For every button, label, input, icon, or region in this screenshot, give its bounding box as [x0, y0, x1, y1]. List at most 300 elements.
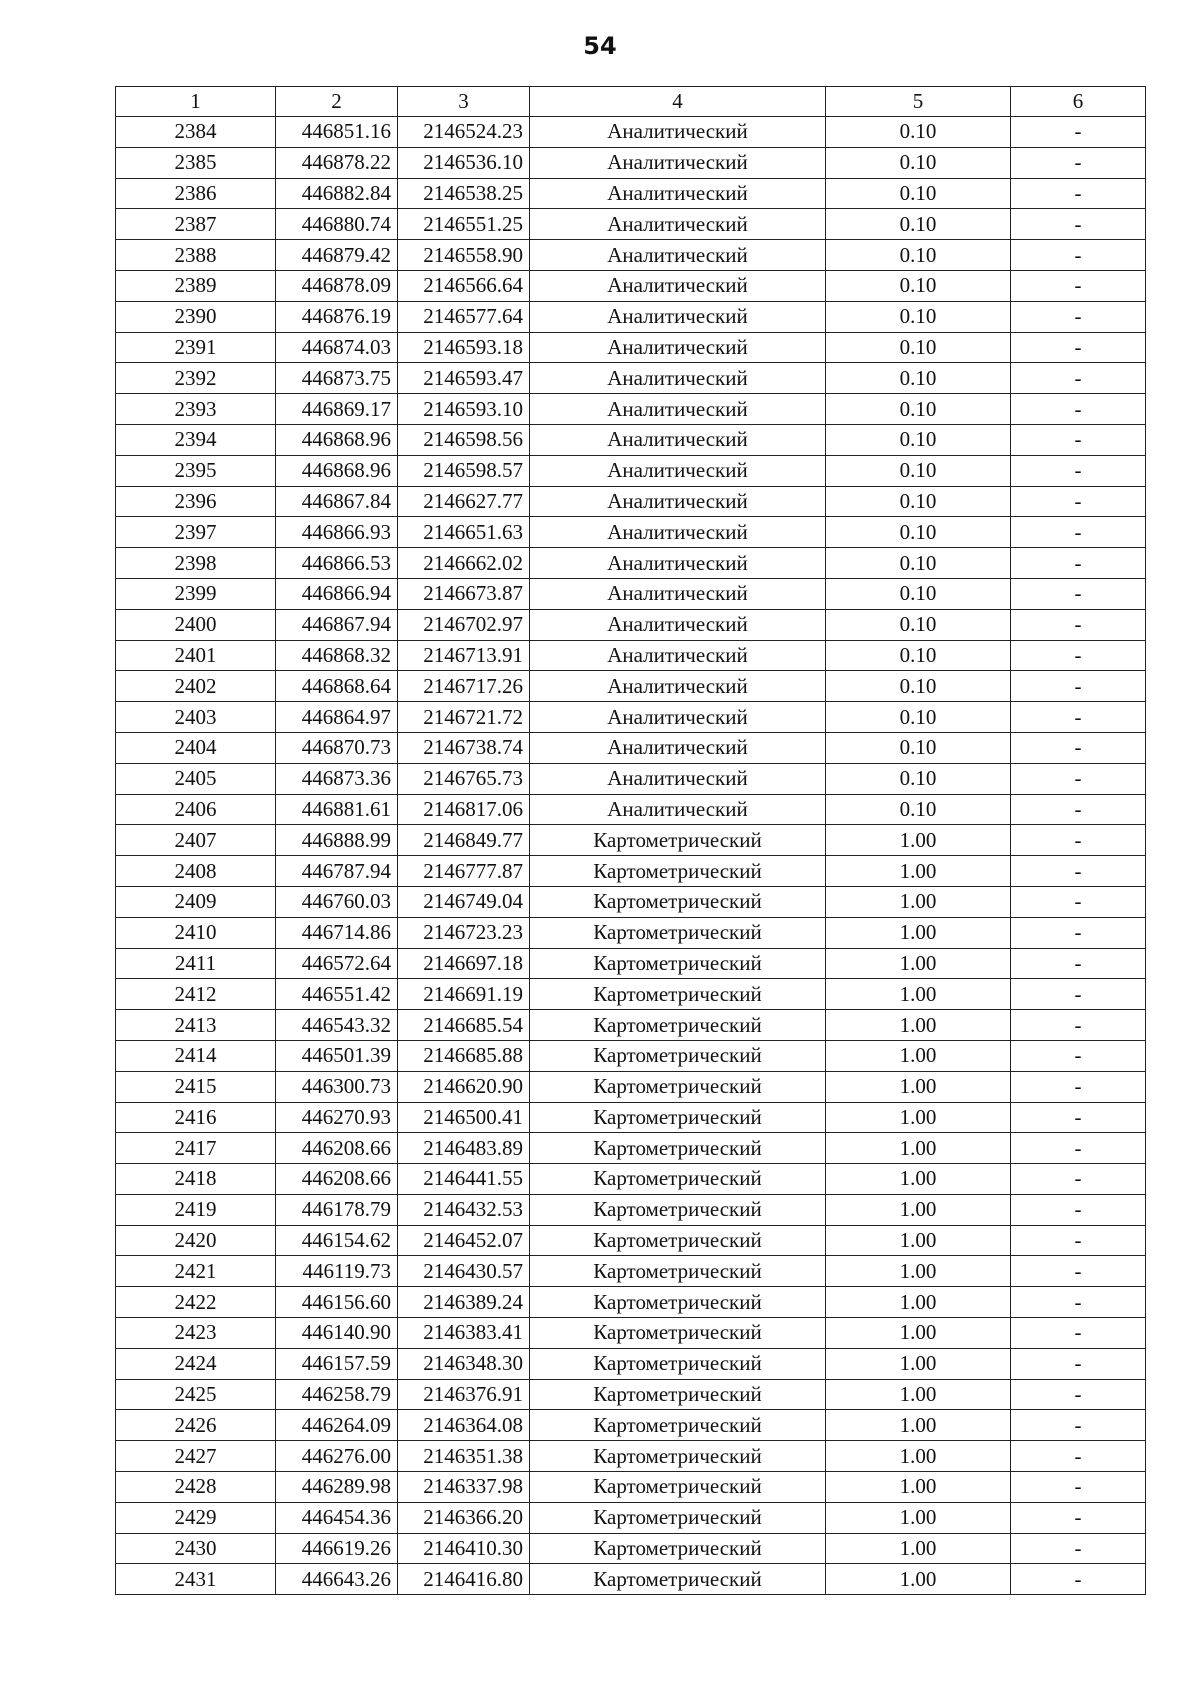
note-cell: -	[1011, 640, 1146, 671]
column-header: 3	[398, 87, 530, 117]
method-cell: Картометрический	[530, 856, 826, 887]
x-coordinate-cell: 446874.03	[276, 332, 398, 363]
method-cell: Картометрический	[530, 1564, 826, 1595]
x-coordinate-cell: 446264.09	[276, 1410, 398, 1441]
table-row	[116, 1533, 1146, 1564]
x-coordinate-cell: 446643.26	[276, 1564, 398, 1595]
method-cell: Аналитический	[530, 270, 826, 301]
y-coordinate-cell: 2146364.08	[398, 1410, 530, 1441]
note-cell: -	[1011, 609, 1146, 640]
note-cell: -	[1011, 1318, 1146, 1349]
table-row	[116, 948, 1146, 979]
y-coordinate-cell: 2146738.74	[398, 732, 530, 763]
y-coordinate-cell: 2146577.64	[398, 301, 530, 332]
x-coordinate-cell: 446880.74	[276, 209, 398, 240]
table-row	[116, 332, 1146, 363]
y-coordinate-cell: 2146627.77	[398, 486, 530, 517]
x-coordinate-cell: 446760.03	[276, 886, 398, 917]
accuracy-cell: 1.00	[826, 1010, 1011, 1041]
point-number-cell: 2386	[116, 178, 276, 209]
table-row	[116, 1133, 1146, 1164]
note-cell: -	[1011, 1441, 1146, 1472]
note-cell: -	[1011, 1564, 1146, 1595]
point-number-cell: 2393	[116, 394, 276, 425]
y-coordinate-cell: 2146593.47	[398, 363, 530, 394]
note-cell: -	[1011, 1472, 1146, 1503]
table-row	[116, 1472, 1146, 1503]
method-cell: Аналитический	[530, 455, 826, 486]
point-number-cell: 2428	[116, 1472, 276, 1503]
accuracy-cell: 0.10	[826, 240, 1011, 271]
accuracy-cell: 0.10	[826, 363, 1011, 394]
point-number-cell: 2421	[116, 1256, 276, 1287]
point-number-cell: 2419	[116, 1194, 276, 1225]
note-cell: -	[1011, 178, 1146, 209]
method-cell: Аналитический	[530, 640, 826, 671]
y-coordinate-cell: 2146536.10	[398, 147, 530, 178]
table-header-row	[116, 87, 1146, 117]
y-coordinate-cell: 2146702.97	[398, 609, 530, 640]
y-coordinate-cell: 2146432.53	[398, 1194, 530, 1225]
x-coordinate-cell: 446140.90	[276, 1318, 398, 1349]
accuracy-cell: 0.10	[826, 640, 1011, 671]
method-cell: Картометрический	[530, 1318, 826, 1349]
point-number-cell: 2412	[116, 979, 276, 1010]
x-coordinate-cell: 446866.94	[276, 578, 398, 609]
method-cell: Аналитический	[530, 548, 826, 579]
x-coordinate-cell: 446300.73	[276, 1071, 398, 1102]
x-coordinate-cell: 446881.61	[276, 794, 398, 825]
table-row	[116, 455, 1146, 486]
point-number-cell: 2410	[116, 917, 276, 948]
table-row	[116, 270, 1146, 301]
method-cell: Аналитический	[530, 424, 826, 455]
table-row	[116, 117, 1146, 148]
x-coordinate-cell: 446551.42	[276, 979, 398, 1010]
accuracy-cell: 1.00	[826, 917, 1011, 948]
point-number-cell: 2400	[116, 609, 276, 640]
method-cell: Картометрический	[530, 917, 826, 948]
note-cell: -	[1011, 301, 1146, 332]
column-header: 4	[530, 87, 826, 117]
accuracy-cell: 0.10	[826, 517, 1011, 548]
note-cell: -	[1011, 517, 1146, 548]
x-coordinate-cell: 446864.97	[276, 702, 398, 733]
table-row	[116, 147, 1146, 178]
method-cell: Картометрический	[530, 979, 826, 1010]
note-cell: -	[1011, 702, 1146, 733]
method-cell: Аналитический	[530, 702, 826, 733]
point-number-cell: 2398	[116, 548, 276, 579]
method-cell: Картометрический	[530, 825, 826, 856]
x-coordinate-cell: 446870.73	[276, 732, 398, 763]
table-row	[116, 363, 1146, 394]
accuracy-cell: 1.00	[826, 825, 1011, 856]
x-coordinate-cell: 446868.96	[276, 455, 398, 486]
table-row	[116, 1441, 1146, 1472]
x-coordinate-cell: 446714.86	[276, 917, 398, 948]
accuracy-cell: 0.10	[826, 394, 1011, 425]
accuracy-cell: 0.10	[826, 794, 1011, 825]
point-number-cell: 2404	[116, 732, 276, 763]
point-number-cell: 2422	[116, 1287, 276, 1318]
x-coordinate-cell: 446543.32	[276, 1010, 398, 1041]
y-coordinate-cell: 2146598.56	[398, 424, 530, 455]
x-coordinate-cell: 446208.66	[276, 1133, 398, 1164]
method-cell: Аналитический	[530, 301, 826, 332]
note-cell: -	[1011, 1164, 1146, 1195]
method-cell: Картометрический	[530, 1071, 826, 1102]
point-number-cell: 2423	[116, 1318, 276, 1349]
x-coordinate-cell: 446154.62	[276, 1225, 398, 1256]
y-coordinate-cell: 2146441.55	[398, 1164, 530, 1195]
point-number-cell: 2396	[116, 486, 276, 517]
y-coordinate-cell: 2146685.54	[398, 1010, 530, 1041]
point-number-cell: 2431	[116, 1564, 276, 1595]
y-coordinate-cell: 2146598.57	[398, 455, 530, 486]
y-coordinate-cell: 2146620.90	[398, 1071, 530, 1102]
column-header: 1	[116, 87, 276, 117]
table-row	[116, 1348, 1146, 1379]
y-coordinate-cell: 2146389.24	[398, 1287, 530, 1318]
x-coordinate-cell: 446878.09	[276, 270, 398, 301]
point-number-cell: 2416	[116, 1102, 276, 1133]
y-coordinate-cell: 2146538.25	[398, 178, 530, 209]
y-coordinate-cell: 2146777.87	[398, 856, 530, 887]
accuracy-cell: 0.10	[826, 178, 1011, 209]
note-cell: -	[1011, 1379, 1146, 1410]
y-coordinate-cell: 2146500.41	[398, 1102, 530, 1133]
method-cell: Картометрический	[530, 1010, 826, 1041]
x-coordinate-cell: 446873.75	[276, 363, 398, 394]
x-coordinate-cell: 446289.98	[276, 1472, 398, 1503]
point-number-cell: 2392	[116, 363, 276, 394]
note-cell: -	[1011, 794, 1146, 825]
method-cell: Аналитический	[530, 517, 826, 548]
note-cell: -	[1011, 979, 1146, 1010]
table-row	[116, 301, 1146, 332]
table-row	[116, 825, 1146, 856]
x-coordinate-cell: 446867.84	[276, 486, 398, 517]
note-cell: -	[1011, 671, 1146, 702]
point-number-cell: 2388	[116, 240, 276, 271]
table-row	[116, 671, 1146, 702]
table-row	[116, 917, 1146, 948]
y-coordinate-cell: 2146410.30	[398, 1533, 530, 1564]
point-number-cell: 2395	[116, 455, 276, 486]
accuracy-cell: 0.10	[826, 332, 1011, 363]
accuracy-cell: 1.00	[826, 948, 1011, 979]
y-coordinate-cell: 2146685.88	[398, 1040, 530, 1071]
accuracy-cell: 1.00	[826, 1287, 1011, 1318]
note-cell: -	[1011, 1502, 1146, 1533]
y-coordinate-cell: 2146691.19	[398, 979, 530, 1010]
y-coordinate-cell: 2146337.98	[398, 1472, 530, 1503]
x-coordinate-cell: 446868.96	[276, 424, 398, 455]
point-number-cell: 2408	[116, 856, 276, 887]
point-number-cell: 2426	[116, 1410, 276, 1441]
x-coordinate-cell: 446276.00	[276, 1441, 398, 1472]
point-number-cell: 2387	[116, 209, 276, 240]
x-coordinate-cell: 446619.26	[276, 1533, 398, 1564]
method-cell: Картометрический	[530, 1379, 826, 1410]
point-number-cell: 2417	[116, 1133, 276, 1164]
point-number-cell: 2415	[116, 1071, 276, 1102]
table-row	[116, 1410, 1146, 1441]
accuracy-cell: 1.00	[826, 1348, 1011, 1379]
y-coordinate-cell: 2146721.72	[398, 702, 530, 733]
method-cell: Картометрический	[530, 1472, 826, 1503]
point-number-cell: 2425	[116, 1379, 276, 1410]
point-number-cell: 2384	[116, 117, 276, 148]
note-cell: -	[1011, 424, 1146, 455]
method-cell: Аналитический	[530, 209, 826, 240]
accuracy-cell: 0.10	[826, 732, 1011, 763]
accuracy-cell: 0.10	[826, 455, 1011, 486]
method-cell: Картометрический	[530, 1102, 826, 1133]
column-header: 5	[826, 87, 1011, 117]
table-row	[116, 1564, 1146, 1595]
note-cell: -	[1011, 270, 1146, 301]
point-number-cell: 2430	[116, 1533, 276, 1564]
accuracy-cell: 1.00	[826, 1441, 1011, 1472]
x-coordinate-cell: 446157.59	[276, 1348, 398, 1379]
accuracy-cell: 0.10	[826, 209, 1011, 240]
x-coordinate-cell: 446258.79	[276, 1379, 398, 1410]
y-coordinate-cell: 2146713.91	[398, 640, 530, 671]
table-row	[116, 1379, 1146, 1410]
table-row	[116, 702, 1146, 733]
method-cell: Аналитический	[530, 332, 826, 363]
accuracy-cell: 1.00	[826, 1164, 1011, 1195]
x-coordinate-cell: 446869.17	[276, 394, 398, 425]
method-cell: Аналитический	[530, 394, 826, 425]
method-cell: Картометрический	[530, 1256, 826, 1287]
note-cell: -	[1011, 147, 1146, 178]
note-cell: -	[1011, 117, 1146, 148]
accuracy-cell: 0.10	[826, 548, 1011, 579]
accuracy-cell: 1.00	[826, 1379, 1011, 1410]
point-number-cell: 2401	[116, 640, 276, 671]
accuracy-cell: 0.10	[826, 424, 1011, 455]
table-row	[116, 424, 1146, 455]
method-cell: Аналитический	[530, 486, 826, 517]
accuracy-cell: 1.00	[826, 1071, 1011, 1102]
y-coordinate-cell: 2146376.91	[398, 1379, 530, 1410]
method-cell: Картометрический	[530, 1287, 826, 1318]
note-cell: -	[1011, 332, 1146, 363]
x-coordinate-cell: 446882.84	[276, 178, 398, 209]
y-coordinate-cell: 2146697.18	[398, 948, 530, 979]
table-body	[116, 117, 1146, 1595]
accuracy-cell: 1.00	[826, 979, 1011, 1010]
x-coordinate-cell: 446879.42	[276, 240, 398, 271]
method-cell: Картометрический	[530, 948, 826, 979]
table-row	[116, 1287, 1146, 1318]
method-cell: Картометрический	[530, 1164, 826, 1195]
y-coordinate-cell: 2146366.20	[398, 1502, 530, 1533]
accuracy-cell: 0.10	[826, 578, 1011, 609]
note-cell: -	[1011, 732, 1146, 763]
accuracy-cell: 1.00	[826, 1472, 1011, 1503]
note-cell: -	[1011, 825, 1146, 856]
point-number-cell: 2406	[116, 794, 276, 825]
note-cell: -	[1011, 763, 1146, 794]
x-coordinate-cell: 446888.99	[276, 825, 398, 856]
y-coordinate-cell: 2146452.07	[398, 1225, 530, 1256]
table-row	[116, 1502, 1146, 1533]
point-number-cell: 2424	[116, 1348, 276, 1379]
note-cell: -	[1011, 948, 1146, 979]
method-cell: Аналитический	[530, 671, 826, 702]
table-row	[116, 979, 1146, 1010]
note-cell: -	[1011, 1194, 1146, 1225]
method-cell: Аналитический	[530, 178, 826, 209]
point-number-cell: 2409	[116, 886, 276, 917]
point-number-cell: 2418	[116, 1164, 276, 1195]
y-coordinate-cell: 2146416.80	[398, 1564, 530, 1595]
x-coordinate-cell: 446868.32	[276, 640, 398, 671]
table-row	[116, 486, 1146, 517]
x-coordinate-cell: 446119.73	[276, 1256, 398, 1287]
accuracy-cell: 0.10	[826, 486, 1011, 517]
table-row	[116, 1194, 1146, 1225]
note-cell: -	[1011, 917, 1146, 948]
note-cell: -	[1011, 1010, 1146, 1041]
method-cell: Картометрический	[530, 1533, 826, 1564]
accuracy-cell: 0.10	[826, 671, 1011, 702]
note-cell: -	[1011, 1102, 1146, 1133]
note-cell: -	[1011, 1410, 1146, 1441]
y-coordinate-cell: 2146383.41	[398, 1318, 530, 1349]
y-coordinate-cell: 2146593.18	[398, 332, 530, 363]
note-cell: -	[1011, 886, 1146, 917]
table-row	[116, 1225, 1146, 1256]
x-coordinate-cell: 446156.60	[276, 1287, 398, 1318]
point-number-cell: 2397	[116, 517, 276, 548]
y-coordinate-cell: 2146817.06	[398, 794, 530, 825]
point-number-cell: 2411	[116, 948, 276, 979]
y-coordinate-cell: 2146551.25	[398, 209, 530, 240]
y-coordinate-cell: 2146651.63	[398, 517, 530, 548]
note-cell: -	[1011, 1533, 1146, 1564]
method-cell: Картометрический	[530, 1502, 826, 1533]
note-cell: -	[1011, 1256, 1146, 1287]
point-number-cell: 2420	[116, 1225, 276, 1256]
x-coordinate-cell: 446572.64	[276, 948, 398, 979]
x-coordinate-cell: 446501.39	[276, 1040, 398, 1071]
y-coordinate-cell: 2146558.90	[398, 240, 530, 271]
accuracy-cell: 1.00	[826, 1194, 1011, 1225]
table-row	[116, 1256, 1146, 1287]
table-row	[116, 640, 1146, 671]
table-row	[116, 1010, 1146, 1041]
y-coordinate-cell: 2146351.38	[398, 1441, 530, 1472]
method-cell: Аналитический	[530, 732, 826, 763]
table-row	[116, 886, 1146, 917]
x-coordinate-cell: 446876.19	[276, 301, 398, 332]
point-number-cell: 2414	[116, 1040, 276, 1071]
accuracy-cell: 1.00	[826, 1102, 1011, 1133]
accuracy-cell: 0.10	[826, 702, 1011, 733]
table-row	[116, 1040, 1146, 1071]
y-coordinate-cell: 2146348.30	[398, 1348, 530, 1379]
y-coordinate-cell: 2146566.64	[398, 270, 530, 301]
accuracy-cell: 1.00	[826, 1502, 1011, 1533]
method-cell: Картометрический	[530, 1040, 826, 1071]
accuracy-cell: 1.00	[826, 886, 1011, 917]
x-coordinate-cell: 446868.64	[276, 671, 398, 702]
note-cell: -	[1011, 1225, 1146, 1256]
method-cell: Аналитический	[530, 609, 826, 640]
accuracy-cell: 1.00	[826, 1133, 1011, 1164]
point-number-cell: 2394	[116, 424, 276, 455]
accuracy-cell: 1.00	[826, 1410, 1011, 1441]
x-coordinate-cell: 446270.93	[276, 1102, 398, 1133]
x-coordinate-cell: 446454.36	[276, 1502, 398, 1533]
note-cell: -	[1011, 209, 1146, 240]
point-number-cell: 2427	[116, 1441, 276, 1472]
table-row	[116, 856, 1146, 887]
x-coordinate-cell: 446851.16	[276, 117, 398, 148]
table-row	[116, 394, 1146, 425]
method-cell: Картометрический	[530, 886, 826, 917]
y-coordinate-cell: 2146662.02	[398, 548, 530, 579]
column-header: 2	[276, 87, 398, 117]
x-coordinate-cell: 446866.93	[276, 517, 398, 548]
table-row	[116, 209, 1146, 240]
x-coordinate-cell: 446178.79	[276, 1194, 398, 1225]
note-cell: -	[1011, 394, 1146, 425]
note-cell: -	[1011, 455, 1146, 486]
point-number-cell: 2405	[116, 763, 276, 794]
table-row	[116, 1164, 1146, 1195]
method-cell: Аналитический	[530, 794, 826, 825]
x-coordinate-cell: 446873.36	[276, 763, 398, 794]
accuracy-cell: 1.00	[826, 856, 1011, 887]
method-cell: Аналитический	[530, 117, 826, 148]
y-coordinate-cell: 2146673.87	[398, 578, 530, 609]
note-cell: -	[1011, 1040, 1146, 1071]
point-number-cell: 2413	[116, 1010, 276, 1041]
table-row	[116, 578, 1146, 609]
accuracy-cell: 0.10	[826, 117, 1011, 148]
accuracy-cell: 1.00	[826, 1318, 1011, 1349]
y-coordinate-cell: 2146765.73	[398, 763, 530, 794]
y-coordinate-cell: 2146723.23	[398, 917, 530, 948]
note-cell: -	[1011, 486, 1146, 517]
method-cell: Аналитический	[530, 363, 826, 394]
accuracy-cell: 1.00	[826, 1040, 1011, 1071]
point-number-cell: 2391	[116, 332, 276, 363]
note-cell: -	[1011, 548, 1146, 579]
table-row	[116, 1318, 1146, 1349]
point-number-cell: 2407	[116, 825, 276, 856]
method-cell: Аналитический	[530, 147, 826, 178]
method-cell: Картометрический	[530, 1348, 826, 1379]
y-coordinate-cell: 2146430.57	[398, 1256, 530, 1287]
table-row	[116, 517, 1146, 548]
column-header: 6	[1011, 87, 1146, 117]
note-cell: -	[1011, 1071, 1146, 1102]
x-coordinate-cell: 446878.22	[276, 147, 398, 178]
accuracy-cell: 0.10	[826, 147, 1011, 178]
table-row	[116, 240, 1146, 271]
method-cell: Картометрический	[530, 1225, 826, 1256]
point-number-cell: 2403	[116, 702, 276, 733]
table-row	[116, 1102, 1146, 1133]
accuracy-cell: 1.00	[826, 1225, 1011, 1256]
